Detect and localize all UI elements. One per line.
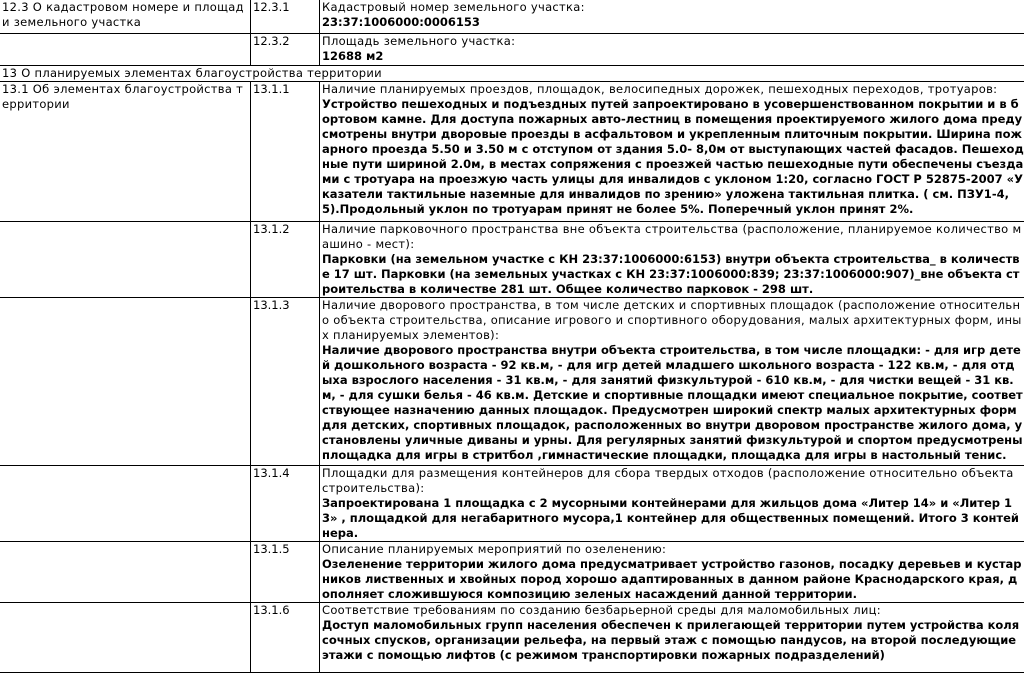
field-label: Наличие парковочного пространства вне объекта строительства (расположение, планируемое количество машино - мест): (322, 222, 1024, 252)
section-heading: 13 О планируемых элементах благоустройства территории (0, 66, 1024, 82)
code-cell: 13.1.4 (251, 466, 320, 542)
field-label: Площадь земельного участка: (322, 34, 1024, 49)
content-cell (320, 603, 1024, 673)
field-label: Кадастровый номер земельного участка: (322, 0, 1024, 15)
section-cell (0, 542, 251, 603)
section-cell (0, 222, 251, 298)
content-cell (320, 0, 1024, 34)
field-label: Соответствие требованиям по созданию безбарьерной среды для маломобильных лиц: (322, 603, 1024, 618)
section-cell (0, 34, 251, 66)
content-cell (320, 82, 1024, 222)
field-value: Озеленение территории жилого дома предусматривает устройство газонов, посадку деревьев и кустарников лиственных и хвойных пород хорошо адаптированных в данном районе Краснодарского края, дополняет сложившуюся композицию зеленых насаждений данной территории. (322, 557, 1024, 602)
field-value: 23:37:1006000:0006153 (322, 15, 1024, 30)
field-value: Наличие дворового пространства внутри объекта строительства, в том числе площадки: - для игр детей дошкольного возраста - 92 кв.м, - для игр детей младшего школьного возраста - 122 кв.м, - для отдыха взрослого населения - 31 кв.м, - для занятий физкультурой - 610 кв.м, - для чистки вещей - 31 кв.м, - для сушки белья - 46 кв.м. Детские и спортивные площадки имеют специальное покрытие, соответствующее назначению данных площадок. Предусмотрен широкий спектр малых архитектурных форм для детских, спортивных площадок, расположенных во внутри дворовом пространстве жилого дома, установлены уличные диваны и урны. Для регулярных занятий физкультурой и спортом предусмотрены площадка для игры в стритбол ,гимнастические площадки, площадка для игры в настольный тенис. (322, 343, 1024, 463)
content-cell (320, 298, 1024, 466)
code-cell: 13.1.2 (251, 222, 320, 298)
section-cell (0, 298, 251, 466)
field-value: Доступ маломобильных групп населения обеспечен к прилегающей территории путем устройства колясочных спусков, организации рельефа, на первый этаж с помощью пандусов, на второй последующие этажи с помощью лифтов (с режимом транспортировки пожарных подразделений) (322, 618, 1024, 663)
content-cell (320, 34, 1024, 66)
content-cell (320, 542, 1024, 603)
table-row (0, 298, 1024, 466)
table-row (0, 542, 1024, 603)
table-row (0, 34, 1024, 66)
table-row (0, 66, 1024, 82)
field-label: Наличие дворового пространства, в том числе детских и спортивных площадок (расположение относительно объекта строительства, описание игрового и спортивного оборудования, малых архитектурных форм, иных планируемых элементов): (322, 298, 1024, 343)
table-row (0, 0, 1024, 34)
section-cell (0, 466, 251, 542)
field-value: Устройство пешеходных и подъездных путей запроектировано в усовершенствованном покрытии и в бортовом камне. Для доступа пожарных авто-лестниц в помещения проектируемого жилого дома предусмотрены внутри дворовые проезды в асфальтовом и укрепленным плиточным покрытии. Ширина пожарного проезда 5.50 и 3.50 м с отступом от здания 5.0- 8,0м от выступающих частей фасадов. Пешеходные пути шириной 2.0м, в местах сопряжения с проезжей частью пешеходные пути обеспечены съездами с тротуара на проезжую часть улицы для инвалидов с уклоном 1:20, согласно ГОСТ Р 52875-2007 «Указатели тактильные наземные для инвалидов по зрению» уложена тактильная плитка. ( см. ПЗУ1-4,5).Продольный уклон по тротуарам принят не более 5%. Поперечный уклон принят 2%. (322, 97, 1024, 217)
section-cell: 13.1 Об элементах благоустройства территории (0, 82, 251, 222)
content-cell (320, 222, 1024, 298)
table-row (0, 82, 1024, 222)
code-cell: 13.1.6 (251, 603, 320, 673)
field-label: Описание планируемых мероприятий по озеленению: (322, 542, 1024, 557)
code-cell: 12.3.2 (251, 34, 320, 66)
table-row (0, 222, 1024, 298)
field-label: Наличие планируемых проездов, площадок, велосипедных дорожек, пешеходных переходов, тротуаров: (322, 82, 1024, 97)
field-value: Парковки (на земельном участке с КН 23:37:1006000:6153) внутри объекта строительства_ в количестве 17 шт. Парковки (на земельных участках с КН 23:37:1006000:839; 23:37:1006000:907)_вне объекта строительства в количестве 281 шт. Общее количество парковок - 298 шт. (322, 252, 1024, 297)
code-cell: 12.3.1 (251, 0, 320, 34)
table-row (0, 466, 1024, 542)
content-cell (320, 466, 1024, 542)
section-cell (0, 603, 251, 673)
code-cell: 13.1.3 (251, 298, 320, 466)
field-label: Площадки для размещения контейнеров для сбора твердых отходов (расположение относительно объекта строительства): (322, 466, 1024, 496)
table-row (0, 603, 1024, 673)
field-value: Запроектирована 1 площадка с 2 мусорными контейнерами для жильцов дома «Литер 14» и «Литер 13» , площадкой для негабаритного мусора,1 контейнер для общественных помещений. Итого 3 контейнера. (322, 496, 1024, 541)
code-cell: 13.1.1 (251, 82, 320, 222)
field-value: 12688 м2 (322, 49, 1024, 64)
code-cell: 13.1.5 (251, 542, 320, 603)
section-cell: 12.3 О кадастровом номере и площади земельного участка (0, 0, 251, 34)
